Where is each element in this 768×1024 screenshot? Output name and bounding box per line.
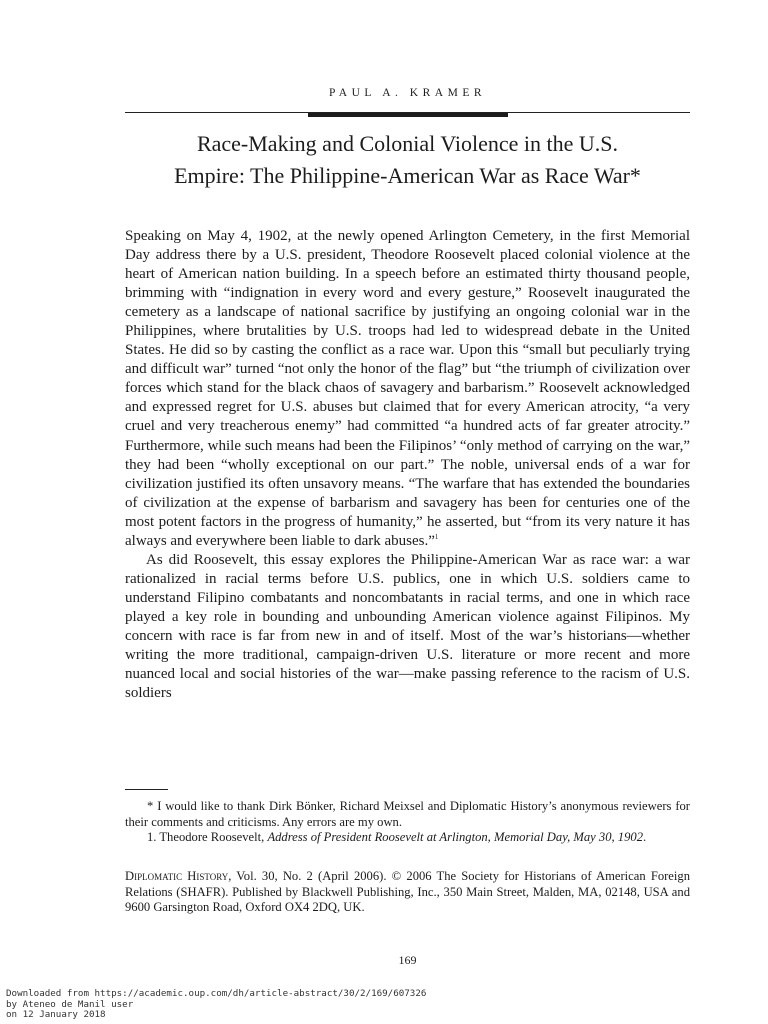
body-paragraph-2: As did Roosevelt, this essay explores the Philippine-American War as race war: a war rationalized in racial terms before U.S. publics, one in which U.S. soldiers came to understand Filipino combatants and noncombatants in racial terms, and one in which race played a key role in bounding and unbounding American violence against Filipinos. My concern with race is far from new in and of itself. Most of the war’s historians—whether writing the more traditional, campaign-driven U.S. literature or more recent and more nuanced local and social histories of the war—make passing reference to the racism of U.S. soldiers <box>125 551 690 702</box>
body-paragraph-1-text: Speaking on May 4, 1902, at the newly opened Arlington Cemetery, in the first Memorial Day address there by a U.S. president, Theodore Roosevelt placed colonial violence at the heart of American nation building. In a speech before an estimated thirty thousand people, brimming with “indignation in every word and every gesture,” Roosevelt inaugurated the cemetery as a landscape of national sacrifice by justifying an ongoing colonial war in the Philippines, where brutalities by U.S. troops had led to widespread debate in the United States. He did so by casting the conflict as a race war. Upon this “small but peculiarly trying and difficult war” turned “not only the honor of the flag” but “the triumph of civilization over forces which stand for the black chaos of savagery and barbarism.” Roosevelt acknowledged and expressed regret for U.S. abuses but claimed that for every American atrocity, “a very cruel and very treacherous enemy” had committed “a hundred acts of far greater atrocity.” Furthermore, while such means had been the Filipinos’ “only method of carrying on the war,” they had been “wholly exceptional on our part.” The noble, universal ends of a war for civilization justified its often unsavory means. “The warfare that has extended the boundaries of civilization at the expense of barbarism and savagery has been for centuries one of the most potent factors in the progress of humanity,” he asserted, but “from its very nature it has always and everywhere been liable to dark abuses.” <box>125 228 690 549</box>
footnote-1-prefix: 1. Theodore Roosevelt, <box>147 830 268 844</box>
article-title <box>125 128 690 192</box>
citation-text: , Vol. 30, No. 2 (April 2006). © 2006 The Society for Historians of American Foreign Relations (SHAFR). Published by Blackwell Publishing, Inc., 350 Main Street, Malden, MA, 02148, USA and 9600 Garsington Road, Oxford OX4 2DQ, UK. <box>125 869 690 914</box>
download-note-line-2: by Ateneo de Manil user <box>6 998 134 1010</box>
journal-citation <box>125 869 690 916</box>
footnote-1-suffix: . <box>643 830 647 844</box>
footnote-1 <box>125 830 690 846</box>
page-number: 169 <box>398 953 417 967</box>
footnotes <box>125 799 690 846</box>
article-title-line-2: Empire: The Philippine-American War as Race War* <box>174 163 641 188</box>
footnote-acknowledgement: * I would like to thank Dirk Bönker, Richard Meixsel and Diplomatic History’s anonymous reviewers for their comments and criticisms. Any errors are my own. <box>125 799 690 829</box>
header-rule-accent <box>308 113 508 117</box>
footnote-rule <box>125 789 168 790</box>
footnote-ref-1[interactable]: 1 <box>434 532 439 541</box>
author-name: PAUL A. KRAMER <box>328 87 487 99</box>
article-title-line-1: Race-Making and Colonial Violence in the U.S. <box>196 131 619 156</box>
journal-name: Diplomatic History <box>125 869 229 883</box>
download-note-line-3: on 12 January 2018 <box>6 1009 106 1020</box>
footnote-1-title: Address of President Roosevelt at Arlington, Memorial Day, May 30, 1902 <box>267 830 643 844</box>
download-watermark <box>6 989 426 1021</box>
download-note-line-1: Downloaded from https://academic.oup.com/dh/article-abstract/30/2/169/607326 <box>6 988 427 999</box>
body-paragraph-1 <box>125 227 690 551</box>
article-body <box>125 227 690 703</box>
